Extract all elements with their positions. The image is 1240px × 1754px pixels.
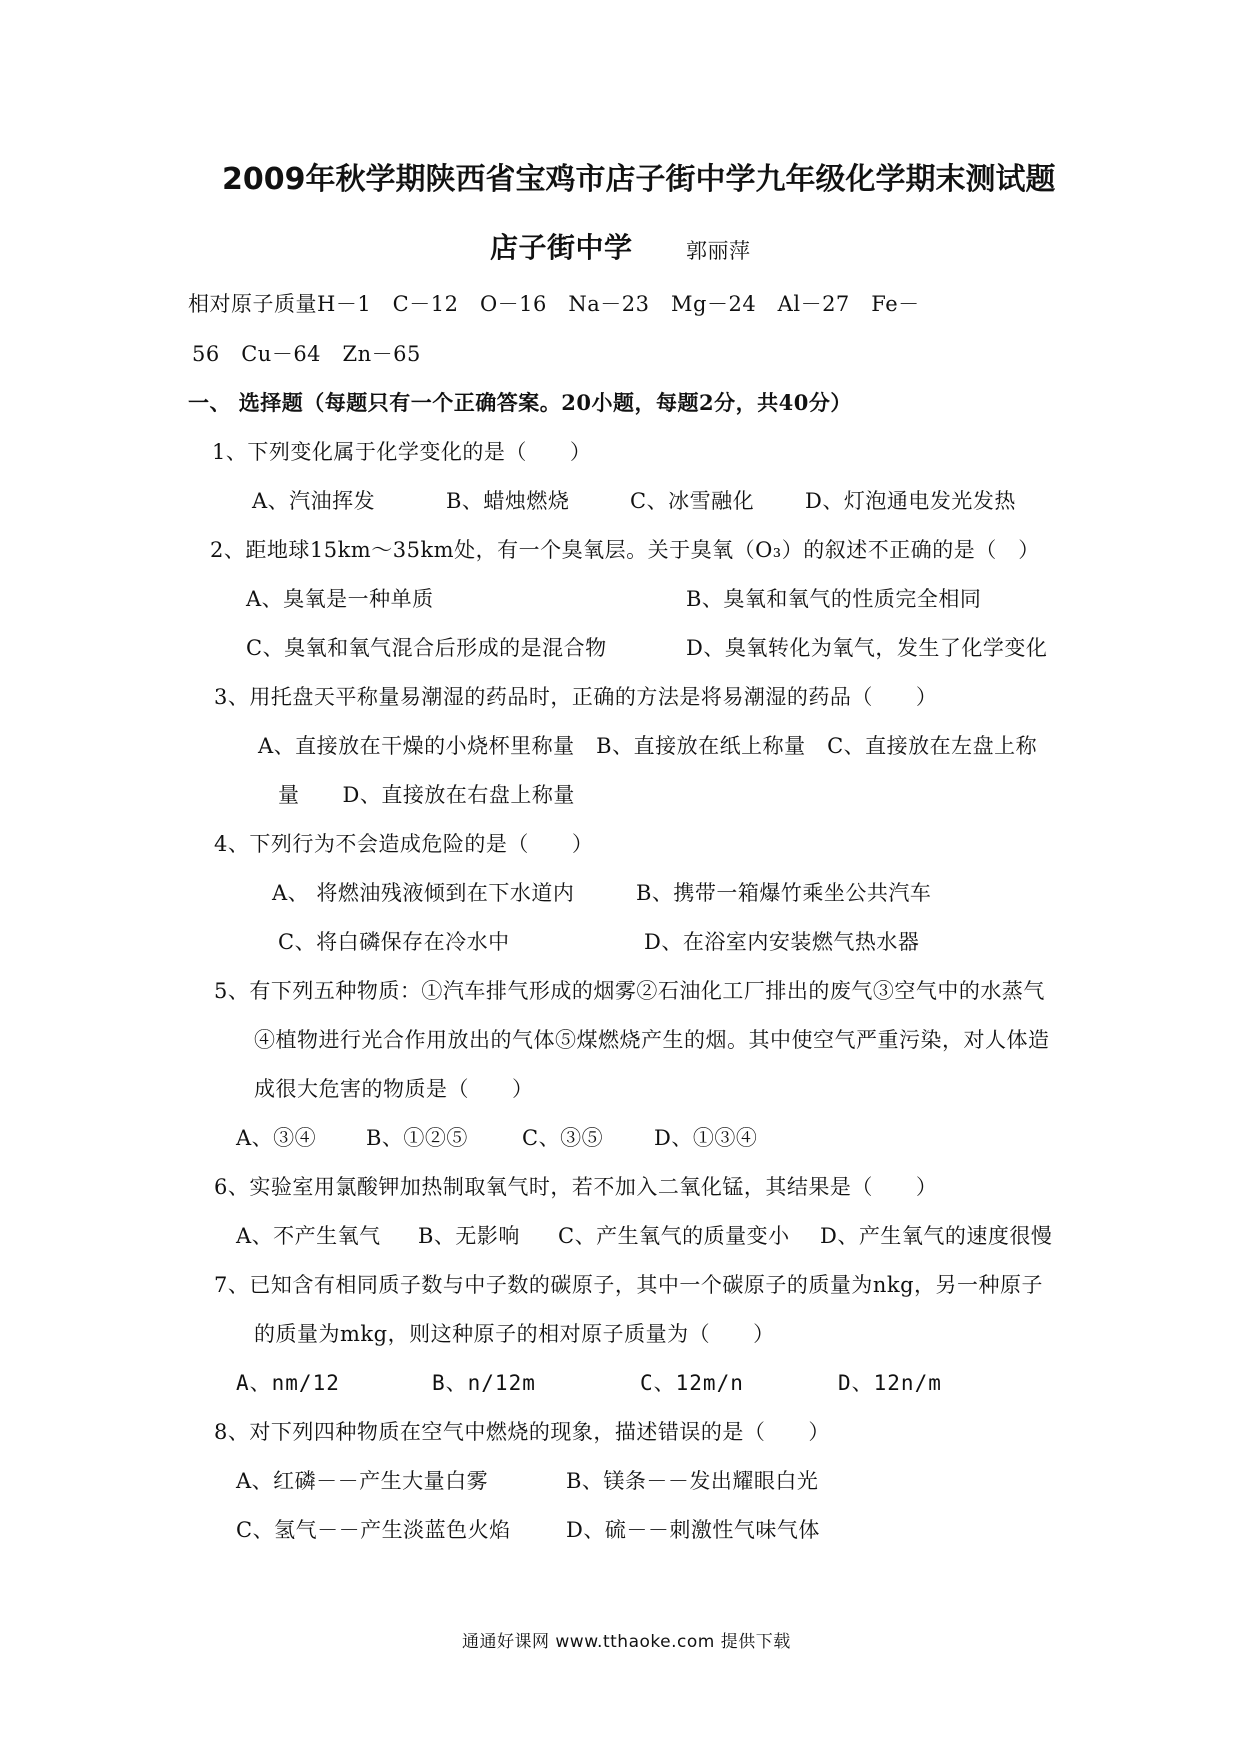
question-4-option-b: B、携带一箱爆竹乘坐公共汽车 <box>636 881 932 905</box>
question-2-stem: 2、距地球15km～35km处，有一个臭氧层。关于臭氧（O₃）的叙述不正确的是（ ） <box>210 538 1040 562</box>
question-6-option-b: B、无影响 <box>418 1224 520 1248</box>
question-5-stem-line-3: 成很大危害的物质是（ ） <box>254 1077 534 1101</box>
question-7-option-c: C、12m/n <box>640 1371 744 1395</box>
question-5-option-b: B、①②⑤ <box>366 1126 468 1150</box>
question-6-option-d: D、产生氧气的速度很慢 <box>820 1224 1053 1248</box>
atomic-mass-line-2: 56 Cu－64 Zn－65 <box>192 342 421 366</box>
question-5-option-c: C、③⑤ <box>522 1126 604 1150</box>
question-8-option-a: A、红磷－－产生大量白雾 <box>236 1469 489 1493</box>
question-6-option-c: C、产生氧气的质量变小 <box>558 1224 790 1248</box>
question-7-option-b: B、n/12m <box>432 1371 536 1395</box>
atomic-mass-line-1: 相对原子质量H－1 C－12 O－16 Na－23 Mg－24 Al－27 Fe－ <box>188 292 920 316</box>
question-2-option-b: B、臭氧和氧气的性质完全相同 <box>686 587 982 611</box>
section-heading: 一、 选择题（每题只有一个正确答案。20小题，每题2分，共40分） <box>188 390 852 415</box>
question-4-option-a: A、 将燃油残液倾到在下水道内 <box>272 881 575 905</box>
footer-credit: 通通好课网 www.tthaoke.com 提供下载 <box>462 1632 791 1652</box>
question-2-option-d: D、臭氧转化为氧气，发生了化学变化 <box>686 636 1048 660</box>
question-2-option-a: A、臭氧是一种单质 <box>246 587 434 611</box>
school-name: 店子街中学 <box>490 231 633 264</box>
question-4-option-d: D、在浴室内安装燃气热水器 <box>644 930 920 954</box>
question-5-stem-line-1: 5、有下列五种物质：①汽车排气形成的烟雾②石油化工厂排出的废气③空气中的水蒸气 <box>214 979 1045 1003</box>
question-8-stem: 8、对下列四种物质在空气中燃烧的现象，描述错误的是（ ） <box>214 1420 830 1444</box>
question-4-option-c: C、将白磷保存在冷水中 <box>278 930 510 954</box>
question-7-stem-line-2: 的质量为mkg，则这种原子的相对原子质量为（ ） <box>254 1322 775 1346</box>
question-8-option-d: D、硫－－刺激性气味气体 <box>566 1518 820 1542</box>
exam-title: 2009年秋学期陕西省宝鸡市店子街中学九年级化学期末测试题 <box>222 162 1056 197</box>
question-1-option-b: B、蜡烛燃烧 <box>446 489 570 513</box>
question-3-options-line-2: 量 D、直接放在右盘上称量 <box>278 783 575 807</box>
question-3-stem: 3、用托盘天平称量易潮湿的药品时，正确的方法是将易潮湿的药品（ ） <box>214 685 938 709</box>
question-5-option-a: A、③④ <box>236 1126 317 1150</box>
question-8-option-c: C、氢气－－产生淡蓝色火焰 <box>236 1518 511 1542</box>
question-7-option-a: A、nm/12 <box>236 1371 340 1395</box>
question-2-option-c: C、臭氧和氧气混合后形成的是混合物 <box>246 636 607 660</box>
author-name: 郭丽萍 <box>686 239 751 263</box>
question-8-option-b: B、镁条－－发出耀眼白光 <box>566 1469 819 1493</box>
question-1-option-a: A、汽油挥发 <box>252 489 376 513</box>
question-1-stem: 1、下列变化属于化学变化的是（ ） <box>212 440 592 464</box>
question-6-stem: 6、实验室用氯酸钾加热制取氧气时，若不加入二氧化锰，其结果是（ ） <box>214 1175 938 1199</box>
question-5-stem-line-2: ④植物进行光合作用放出的气体⑤煤燃烧产生的烟。其中使空气严重污染，对人体造 <box>254 1028 1050 1052</box>
question-1-option-d: D、灯泡通电发光发热 <box>805 489 1016 513</box>
question-3-options-line-1: A、直接放在干燥的小烧杯里称量 B、直接放在纸上称量 C、直接放在左盘上称 <box>258 734 1038 758</box>
question-7-stem-line-1: 7、已知含有相同质子数与中子数的碳原子，其中一个碳原子的质量为nkg，另一种原子 <box>214 1273 1044 1297</box>
question-5-option-d: D、①③④ <box>654 1126 758 1150</box>
question-1-option-c: C、冰雪融化 <box>630 489 755 513</box>
question-7-option-d: D、12n/m <box>838 1371 942 1395</box>
question-4-stem: 4、下列行为不会造成危险的是（ ） <box>214 832 594 856</box>
question-6-option-a: A、不产生氧气 <box>236 1224 381 1248</box>
